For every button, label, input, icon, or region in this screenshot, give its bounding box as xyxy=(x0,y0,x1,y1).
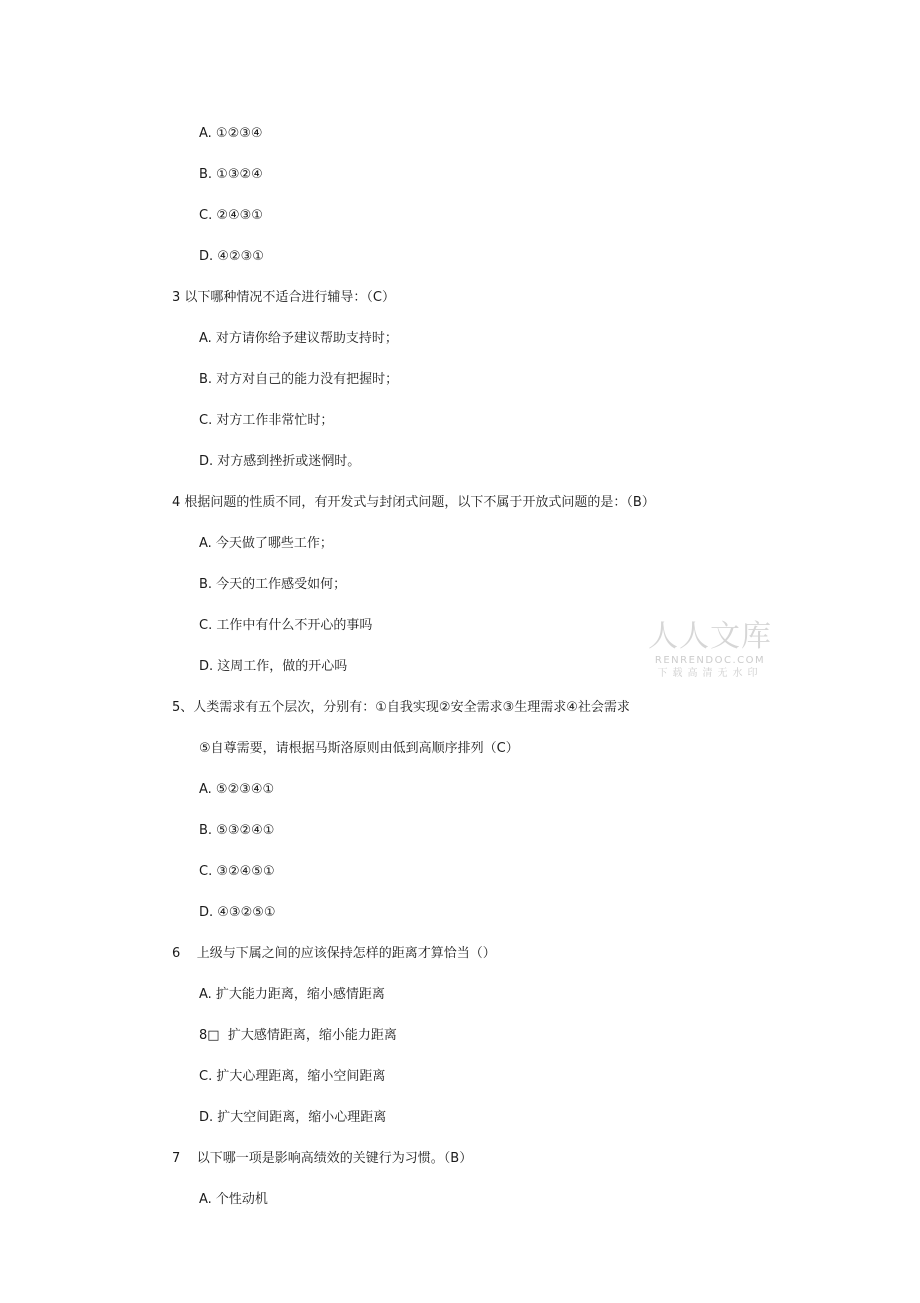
question-3: 3 以下哪种情况不适合进行辅导：（C） xyxy=(172,290,395,305)
option-line: D. 这周工作，做的开心吗 xyxy=(199,659,348,674)
watermark-subtitle: 下载高清无水印 xyxy=(657,668,763,679)
option-line: 8□ 扩大感情距离，缩小能力距离 xyxy=(199,1028,397,1043)
option-line: C. ③②④⑤① xyxy=(199,864,275,879)
option-line: C. 扩大心理距离，缩小空间距离 xyxy=(199,1069,386,1084)
option-line: A. 今天做了哪些工作； xyxy=(199,536,333,551)
option-line: A. ⑤②③④① xyxy=(199,782,275,797)
question-6: 6 上级与下属之间的应该保持怎样的距离才算恰当（） xyxy=(172,946,496,961)
option-line: C. 工作中有什么不开心的事吗 xyxy=(199,618,373,633)
question-5-continuation: ⑤自尊需要，请根据马斯洛原则由低到高顺序排列（C） xyxy=(199,741,519,756)
option-line: B. ①③②④ xyxy=(199,167,263,182)
option-line: D. 扩大空间距离，缩小心理距离 xyxy=(199,1110,387,1125)
question-7: 7 以下哪一项是影响高绩效的关键行为习惯。（B） xyxy=(172,1151,473,1166)
option-line: C. 对方工作非常忙时； xyxy=(199,413,334,428)
option-line: B. 对方对自己的能力没有把握时； xyxy=(199,372,399,387)
question-4: 4 根据问题的性质不同，有开发式与封闭式问题，以下不属于开放式问题的是：（B） xyxy=(172,495,655,510)
watermark xyxy=(648,620,772,680)
option-line: D. ④③②⑤① xyxy=(199,905,276,920)
watermark-logo-text: 人人文库 xyxy=(648,619,772,654)
option-line: D. 对方感到挫折或迷惘时。 xyxy=(199,454,361,469)
watermark-url: RENRENDOC.COM xyxy=(654,655,766,666)
option-line: C. ②④③① xyxy=(199,208,263,223)
question-5: 5、人类需求有五个层次，分别有：①自我实现②安全需求③生理需求④社会需求 xyxy=(172,700,630,715)
option-line: A. 扩大能力距离，缩小感情距离 xyxy=(199,987,385,1002)
option-line: B. 今天的工作感受如何； xyxy=(199,577,347,592)
option-line: A. ①②③④ xyxy=(199,126,263,141)
option-line: A. 个性动机 xyxy=(199,1192,268,1207)
option-line: B. ⑤③②④① xyxy=(199,823,275,838)
option-line: D. ④②③① xyxy=(199,249,264,264)
option-line: A. 对方请你给予建议帮助支持时； xyxy=(199,331,398,346)
